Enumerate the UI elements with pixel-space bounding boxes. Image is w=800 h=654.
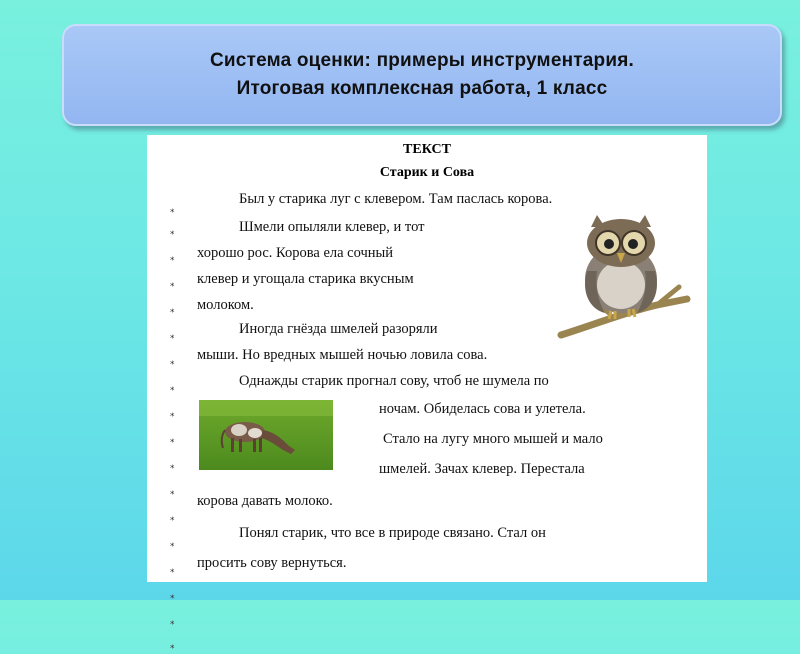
text-line: Стало на лугу много мышей и мало bbox=[383, 431, 603, 447]
text-line: корова давать молоко. bbox=[197, 493, 333, 509]
text-line: ночам. Обиделась сова и улетела. bbox=[379, 401, 586, 417]
margin-marker: * bbox=[170, 594, 175, 604]
margin-marker: * bbox=[170, 516, 175, 526]
text-line: Однажды старик прогнал сову, чтоб не шумела по bbox=[239, 373, 549, 389]
document-heading: ТЕКСТ bbox=[403, 142, 451, 157]
text-line: просить сову вернуться. bbox=[197, 555, 347, 571]
slide-title-box bbox=[62, 24, 782, 126]
margin-marker: * bbox=[170, 256, 175, 266]
owl-illustration bbox=[553, 213, 693, 343]
margin-marker: * bbox=[170, 308, 175, 318]
margin-marker: * bbox=[170, 542, 175, 552]
margin-marker: * bbox=[170, 464, 175, 474]
margin-marker: * bbox=[170, 568, 175, 578]
cow-photo bbox=[199, 400, 333, 470]
text-line: Шмели опыляли клевер, и тот bbox=[239, 219, 425, 235]
text-line: Был у старика луг с клевером. Там паслась корова. bbox=[239, 191, 553, 207]
margin-marker: * bbox=[170, 282, 175, 292]
margin-marker: * bbox=[170, 490, 175, 500]
margin-marker: * bbox=[170, 386, 175, 396]
margin-marker: * bbox=[170, 208, 175, 218]
text-line: Понял старик, что все в природе связано. Стал он bbox=[239, 525, 546, 541]
text-line: хорошо рос. Корова ела сочный bbox=[197, 245, 394, 261]
text-line: Иногда гнёзда шмелей разоряли bbox=[239, 321, 438, 337]
text-line: молоком. bbox=[197, 297, 254, 313]
margin-marker: * bbox=[170, 360, 175, 370]
text-line: шмелей. Зачах клевер. Перестала bbox=[379, 461, 585, 477]
document-subtitle: Старик и Сова bbox=[379, 165, 475, 180]
document-scan bbox=[147, 135, 707, 654]
margin-marker: * bbox=[170, 620, 175, 630]
margin-marker: * bbox=[170, 644, 175, 654]
margin-marker: * bbox=[170, 230, 175, 240]
margin-marker: * bbox=[170, 412, 175, 422]
text-line: мыши. Но вредных мышей ночью ловила сова. bbox=[197, 347, 488, 363]
margin-marker: * bbox=[170, 334, 175, 344]
slide-title-line-1: Система оценки: примеры инструментария. bbox=[210, 50, 634, 71]
text-line: клевер и угощала старика вкусным bbox=[197, 271, 414, 287]
margin-marker: * bbox=[170, 438, 175, 448]
slide-title-line-2: Итоговая комплексная работа, 1 класс bbox=[236, 78, 608, 99]
